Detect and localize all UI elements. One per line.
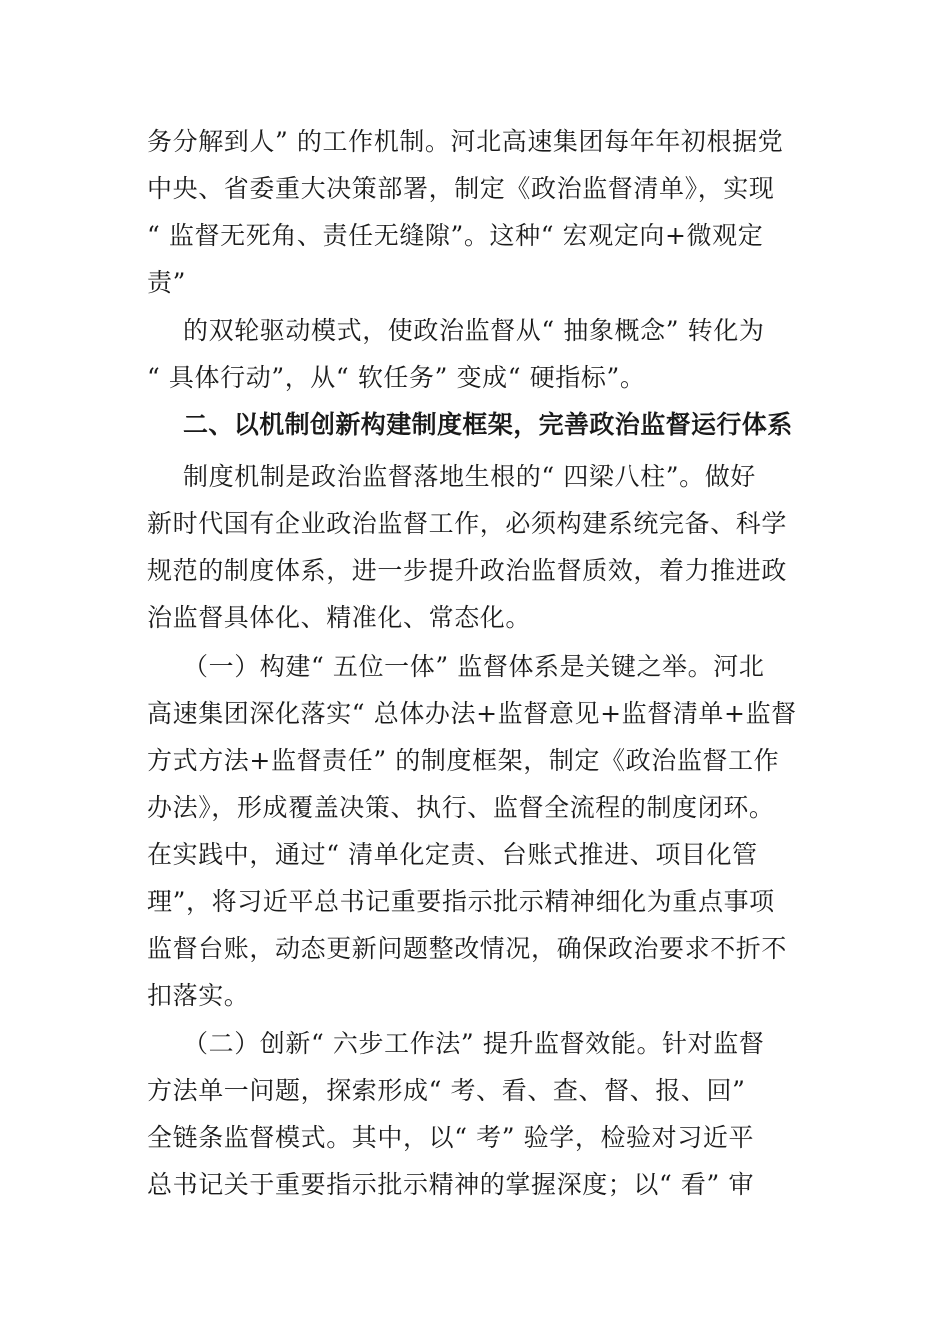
text-line: 监督台账，动态更新问题整改情况，确保政治要求不折不 (147, 934, 788, 963)
text-line: 制度机制是政治监督落地生根的“ 四梁八柱”。做好 (183, 462, 756, 491)
section-heading: 二、以机制创新构建制度框架，完善政治监督运行体系 (183, 410, 793, 439)
text-line: 中央、省委重大决策部署，制定《政治监督清单》，实现 (147, 174, 775, 203)
text-line: “ 具体行动”，从“ 软任务” 变成“ 硬指标”。 (147, 363, 646, 392)
text-line: （一）构建“ 五位一体” 监督体系是关键之举。河北 (183, 652, 765, 681)
text-line: 新时代国有企业政治监督工作，必须构建系统完备、科学 (147, 509, 788, 538)
text-line: 方式方法+监督责任” 的制度框架，制定《政治监督工作 (147, 746, 780, 775)
text-line: 务分解到人” 的工作机制。河北高速集团每年年初根据党 (147, 127, 784, 156)
text-line: “ 监督无死角、责任无缝隙”。这种“ 宏观定向+微观定 (147, 221, 764, 250)
text-line: 办法》，形成覆盖决策、执行、监督全流程的制度闭环。 (147, 793, 775, 822)
text-line: 全链条监督模式。其中，以“ 考” 验学，检验对习近平 (147, 1123, 755, 1152)
text-line: 在实践中，通过“ 清单化定责、台账式推进、项目化管 (147, 840, 758, 869)
text-line: 责” (147, 268, 186, 297)
text-line: 的双轮驱动模式，使政治监督从“ 抽象概念” 转化为 (183, 316, 765, 345)
text-line: 规范的制度体系，进一步提升政治监督质效，着力推进政 (147, 556, 788, 585)
text-line: 方法单一问题，探索形成“ 考、看、查、督、报、回” (147, 1076, 746, 1105)
text-line: 治监督具体化、精准化、常态化。 (147, 603, 532, 632)
text-line: 高速集团深化落实“ 总体办法+监督意见+监督清单+监督 (147, 699, 797, 728)
text-line: 总书记关于重要指示批示精神的掌握深度；以“ 看” 审 (147, 1170, 755, 1199)
text-line: （二）创新“ 六步工作法” 提升监督效能。针对监督 (183, 1029, 765, 1058)
text-line: 扣落实。 (147, 981, 250, 1010)
text-line: 理”，将习近平总书记重要指示批示精神细化为重点事项 (147, 887, 775, 916)
